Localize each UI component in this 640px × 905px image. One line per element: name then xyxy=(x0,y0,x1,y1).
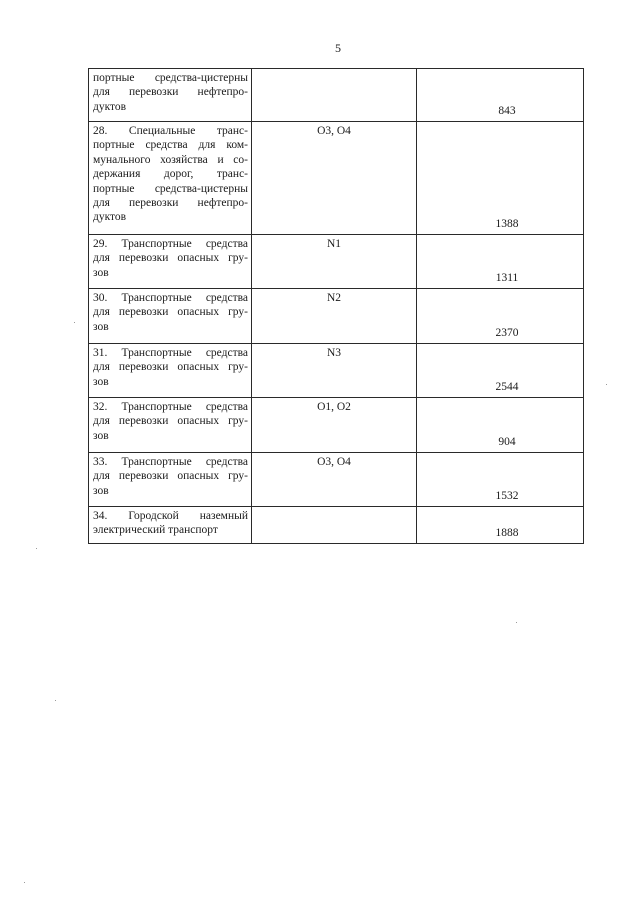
fee-value-cell xyxy=(417,122,584,235)
vehicle-category-text xyxy=(89,122,251,227)
scan-speck xyxy=(36,548,37,549)
vehicle-category-text xyxy=(89,344,251,391)
table-row xyxy=(89,122,584,235)
fee-value-text: 2370 xyxy=(495,326,519,339)
scan-speck xyxy=(516,622,517,623)
text-line: 33. Транспортные средства xyxy=(93,456,248,468)
vehicle-class-text: N1 xyxy=(326,238,342,250)
text-line: для перевозки нефтепро- xyxy=(93,197,248,210)
fee-value-cell xyxy=(417,69,584,122)
vehicle-class-cell xyxy=(252,69,417,122)
page-number: 5 xyxy=(335,41,341,55)
text-line: электрический транспорт xyxy=(93,524,218,537)
text-line: 34. Городской наземный xyxy=(93,510,248,522)
text-line: зов xyxy=(93,266,109,279)
fee-value-cell xyxy=(417,289,584,344)
fee-value-text: 904 xyxy=(498,435,516,448)
vehicle-class-text xyxy=(252,507,416,509)
text-line: зов xyxy=(93,375,109,388)
scan-speck xyxy=(55,700,56,701)
fee-value-text: 1311 xyxy=(495,271,519,284)
text-line: 30. Транспортные средства xyxy=(93,292,248,304)
text-line: портные средства-цистерны xyxy=(93,72,248,84)
fee-value-cell xyxy=(417,344,584,398)
vehicle-class-text: O3, O4 xyxy=(317,456,351,468)
scan-speck xyxy=(74,322,75,323)
fee-value-cell xyxy=(417,507,584,544)
vehicle-class-cell xyxy=(252,344,417,398)
table-row xyxy=(89,344,584,398)
text-line: держания дорог, транс- xyxy=(93,168,248,181)
vehicle-category-text xyxy=(89,235,251,282)
text-line: зов xyxy=(93,484,109,497)
table-row xyxy=(89,235,584,289)
vehicle-category-text xyxy=(89,289,251,336)
vehicle-class-cell xyxy=(252,122,417,235)
text-line: для перевозки опасных гру- xyxy=(93,306,248,319)
text-line: дуктов xyxy=(93,100,127,113)
text-line: зов xyxy=(93,429,109,442)
vehicle-category-text xyxy=(89,398,251,445)
vehicle-class-text xyxy=(252,69,416,71)
scan-speck xyxy=(24,882,25,883)
fee-value-text: 843 xyxy=(498,104,516,117)
vehicle-category-cell xyxy=(89,453,252,507)
text-line: мунального хозяйства и со- xyxy=(93,153,248,166)
text-line: зов xyxy=(93,320,109,333)
fee-value-text: 1888 xyxy=(495,526,519,539)
vehicle-class-text: O3, O4 xyxy=(317,125,351,137)
vehicle-category-cell xyxy=(89,344,252,398)
vehicle-category-cell xyxy=(89,289,252,344)
vehicle-class-cell xyxy=(252,453,417,507)
vehicle-class-cell xyxy=(252,507,417,544)
vehicle-class-text: O1, O2 xyxy=(317,401,351,413)
vehicle-class-text: N2 xyxy=(326,292,342,304)
table-row xyxy=(89,507,584,544)
vehicle-category-cell xyxy=(89,69,252,122)
fee-value-cell xyxy=(417,453,584,507)
table-row xyxy=(89,289,584,344)
vehicle-class-cell xyxy=(252,398,417,453)
vehicle-class-text: N3 xyxy=(326,347,342,359)
text-line: 31. Транспортные средства xyxy=(93,347,248,359)
text-line: для перевозки опасных гру- xyxy=(93,415,248,428)
fee-value-text: 2544 xyxy=(495,380,519,393)
text-line: для перевозки нефтепро- xyxy=(93,86,248,99)
fee-value-text: 1388 xyxy=(495,217,519,230)
text-line: портные средства для ком- xyxy=(93,139,248,152)
vehicle-category-text xyxy=(89,453,251,500)
vehicle-category-cell xyxy=(89,398,252,453)
text-line: для перевозки опасных гру- xyxy=(93,361,248,374)
vehicle-class-cell xyxy=(252,235,417,289)
fee-value-cell xyxy=(417,398,584,453)
table-row xyxy=(89,398,584,453)
vehicle-category-cell xyxy=(89,235,252,289)
vehicle-category-text xyxy=(89,69,251,116)
table-body xyxy=(89,69,584,544)
text-line: 32. Транспортные средства xyxy=(93,401,248,413)
scan-speck xyxy=(606,384,607,385)
table-row xyxy=(89,69,584,122)
fee-value-text: 1532 xyxy=(495,489,519,502)
table-row xyxy=(89,453,584,507)
vehicle-category-text xyxy=(89,507,251,540)
text-line: портные средства-цистерны xyxy=(93,182,248,195)
vehicle-category-cell xyxy=(89,507,252,544)
vehicle-fee-table xyxy=(88,68,584,544)
fee-value-cell xyxy=(417,235,584,289)
vehicle-class-cell xyxy=(252,289,417,344)
text-line: 29. Транспортные средства xyxy=(93,238,248,250)
text-line: для перевозки опасных гру- xyxy=(93,470,248,483)
text-line: дуктов xyxy=(93,211,127,224)
text-line: для перевозки опасных гру- xyxy=(93,252,248,265)
vehicle-category-cell xyxy=(89,122,252,235)
text-line: 28. Специальные транс- xyxy=(93,125,248,137)
